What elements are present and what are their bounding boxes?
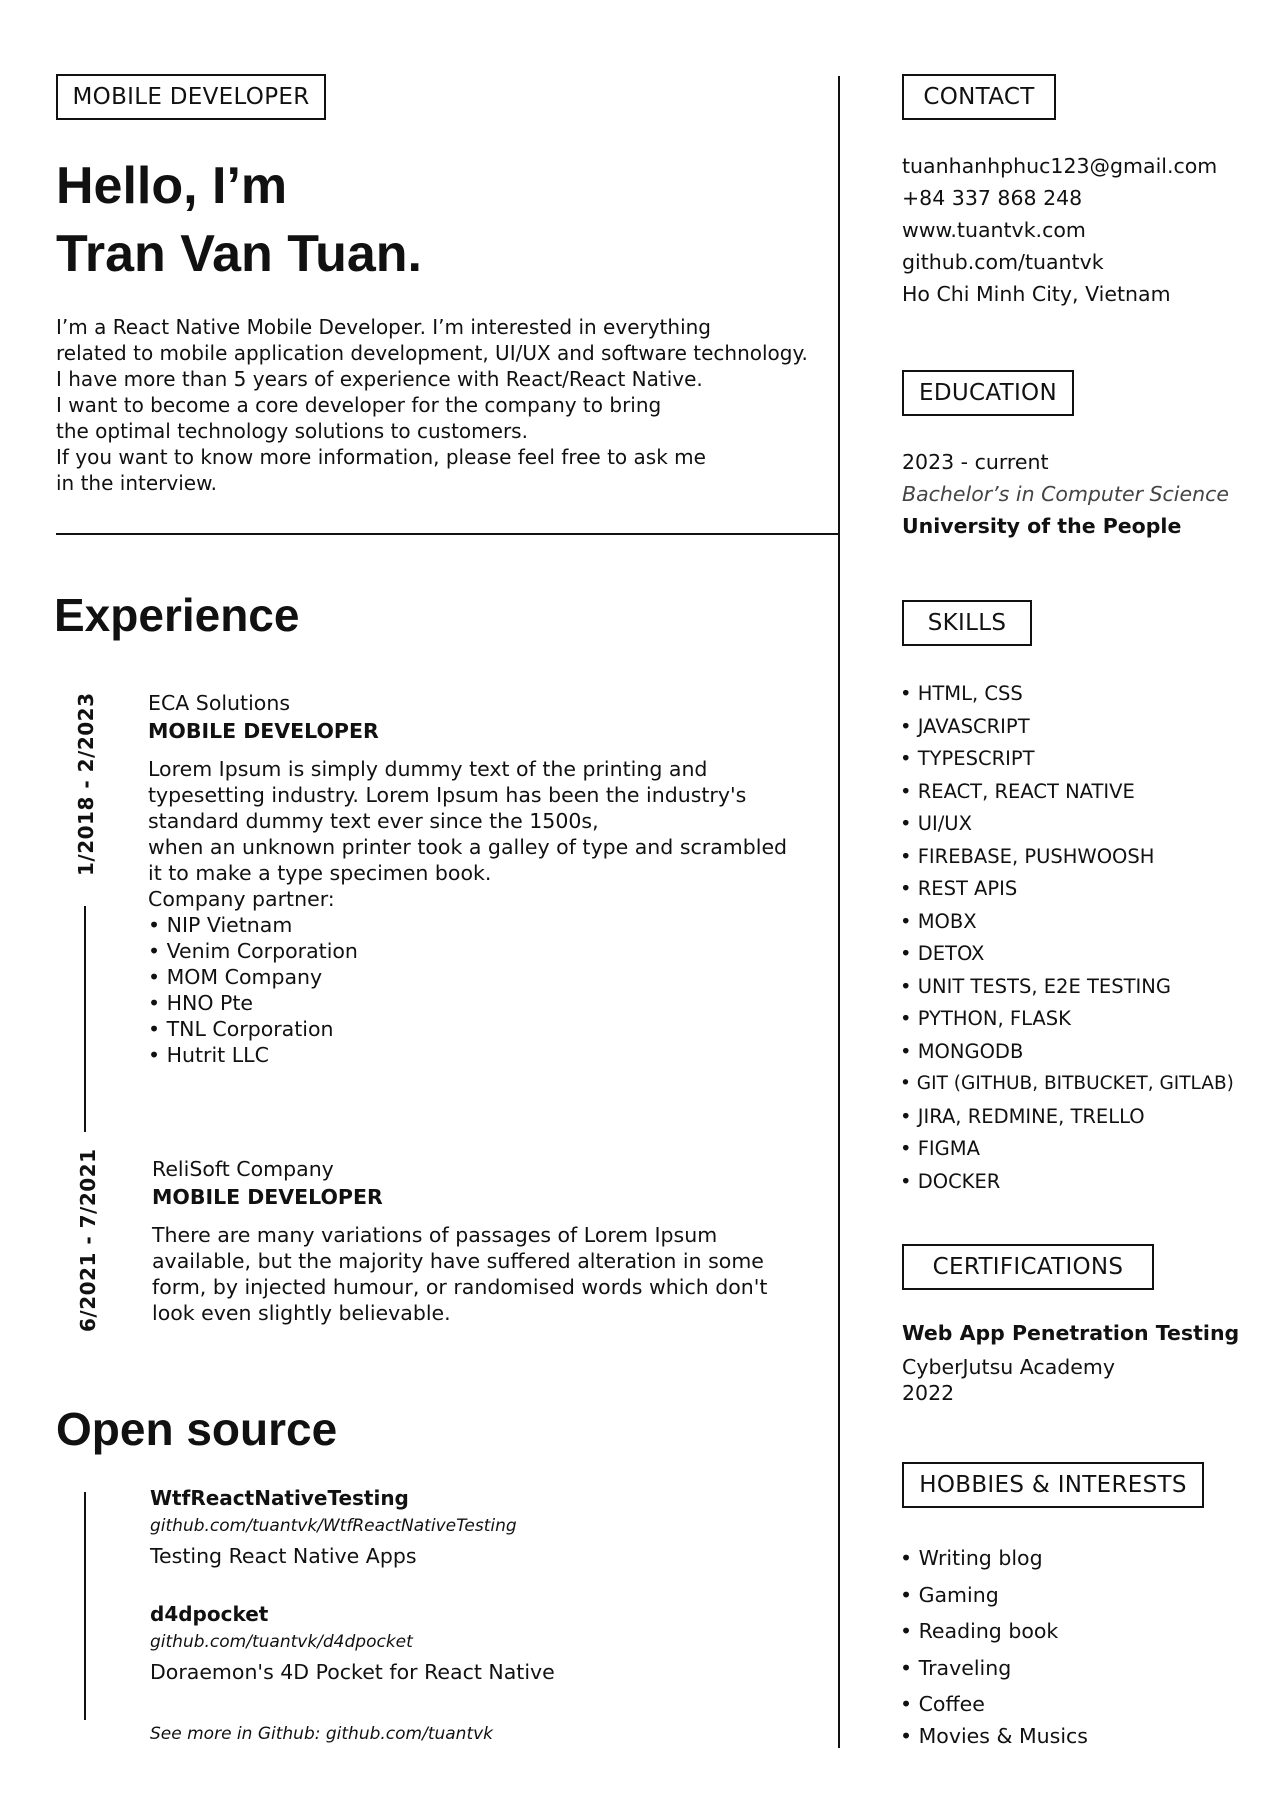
list-item: • Movies & Musics [900,1723,1088,1749]
contact-heading-label: CONTACT [923,84,1035,110]
see-more-link[interactable]: See more in Github: github.com/tuantvk [150,1724,494,1744]
hobbies-heading [902,1462,1204,1508]
intro-line: If you want to know more information, please feel free to ask me [56,445,706,469]
hobbies-heading-label: HOBBIES & INTERESTS [919,1472,1187,1498]
list-item: • REST APIS [900,873,1278,906]
list-item: • UNIT TESTS, E2E TESTING [900,971,1278,1004]
project-link[interactable]: github.com/tuantvk/d4dpocket [150,1632,413,1652]
list-item: • MOBX [900,906,1278,939]
project-description: Doraemon's 4D Pocket for React Native [150,1660,555,1684]
list-item: • JIRA, REDMINE, TRELLO [900,1101,1278,1134]
job-description-line: available, but the majority have suffered alteration in some [152,1249,764,1273]
list-item: • HNO Pte [148,990,828,1016]
contact-github[interactable]: github.com/tuantvk [902,250,1104,274]
contact-website[interactable]: www.tuantvk.com [902,218,1086,242]
contact-email[interactable]: tuanhanhphuc123@gmail.com [902,154,1218,178]
experience-heading: Experience [54,589,300,641]
column-divider [838,76,840,1748]
greeting-line-1: Hello, I’m [56,157,288,215]
contact-phone: +84 337 868 248 [902,186,1083,210]
intro-line: I’m a React Native Mobile Developer. I’m interested in everything [56,315,711,339]
page-title [56,152,422,288]
certification-issuer: CyberJutsu Academy [902,1355,1115,1379]
intro-line: in the interview. [56,471,217,495]
project-name: d4dpocket [150,1602,269,1626]
contact-list [902,150,1217,310]
intro-paragraph [56,314,836,496]
list-item: • Coffee [900,1686,1088,1723]
list-item: • DETOX [900,938,1278,971]
list-item: • Traveling [900,1650,1088,1687]
job-description-line: form, by injected humour, or randomised words which don't [152,1275,768,1299]
job-description-line: typesetting industry. Lorem Ipsum has been the industry's [148,783,747,807]
skills-heading [902,600,1032,646]
certification-year: 2022 [902,1381,955,1405]
list-item: • DOCKER [900,1166,1278,1199]
education-degree: Bachelor’s in Computer Science [902,482,1229,506]
list-item: • Reading book [900,1613,1088,1650]
list-item: • UI/UX [900,808,1278,841]
job-timeline-line [84,906,86,1132]
list-item: • HTML, CSS [900,678,1278,711]
list-item: • Venim Corporation [148,938,828,964]
job-company: ECA Solutions [148,691,290,715]
intro-divider [56,533,840,535]
list-item: • FIGMA [900,1133,1278,1166]
job-description-line: standard dummy text ever since the 1500s, [148,809,599,833]
role-badge-label: MOBILE DEVELOPER [72,84,310,110]
job-dates: 6/2021 - 7/2021 [76,1148,100,1332]
intro-line: the optimal technology solutions to customers. [56,419,528,443]
education-heading-label: EDUCATION [919,380,1057,406]
job-description [152,1222,832,1326]
job-description [148,756,828,912]
project-description: Testing React Native Apps [150,1544,417,1568]
intro-line: I want to become a core developer for the company to bring [56,393,662,417]
job-entry [152,1156,832,1326]
job-description-line: Lorem Ipsum is simply dummy text of the printing and [148,757,708,781]
partner-list [148,912,828,1068]
list-item: • TNL Corporation [148,1016,828,1042]
project-link[interactable]: github.com/tuantvk/WtfReactNativeTesting [150,1516,517,1536]
intro-line: I have more than 5 years of experience with React/React Native. [56,367,703,391]
contact-location: Ho Chi Minh City, Vietnam [902,282,1171,306]
list-item: • REACT, REACT NATIVE [900,776,1278,809]
education-school: University of the People [902,514,1182,538]
job-description-line: it to make a type specimen book. [148,861,492,885]
role-badge [56,74,326,120]
list-item: • TYPESCRIPT [900,743,1278,776]
project-name: WtfReactNativeTesting [150,1486,409,1510]
skills-list [900,678,1278,1198]
greeting-line-2: Tran Van Tuan. [56,225,423,283]
list-item: • PYTHON, FLASK [900,1003,1278,1036]
list-item: • Writing blog [900,1540,1088,1577]
list-item: • Hutrit LLC [148,1042,828,1068]
job-title: MOBILE DEVELOPER [152,1185,383,1209]
project-entry [150,1484,830,1572]
list-item: • FIREBASE, PUSHWOOSH [900,841,1278,874]
open-source-line [84,1492,86,1720]
job-description-line: There are many variations of passages of Lorem Ipsum [152,1223,718,1247]
job-description-line: when an unknown printer took a galley of type and scrambled [148,835,788,859]
skills-heading-label: SKILLS [927,610,1007,636]
job-title: MOBILE DEVELOPER [148,719,379,743]
job-dates: 1/2018 - 2/2023 [74,692,98,876]
education-heading [902,370,1074,416]
list-item: • Gaming [900,1577,1088,1614]
contact-heading [902,74,1056,120]
job-entry [148,690,828,1068]
list-item: • JAVASCRIPT [900,711,1278,744]
list-item: • MONGODB [900,1036,1278,1069]
certifications-heading-label: CERTIFICATIONS [932,1254,1124,1280]
list-item: • NIP Vietnam [148,912,828,938]
certification-entry [902,1320,1239,1406]
job-company: ReliSoft Company [152,1157,334,1181]
job-description-line: Company partner: [148,887,335,911]
list-item: • MOM Company [148,964,828,990]
job-description-line: look even slightly believable. [152,1301,451,1325]
certification-name: Web App Penetration Testing [902,1321,1240,1345]
education-entry [902,446,1229,542]
open-source-heading: Open source [56,1403,338,1455]
list-item: • GIT (GITHUB, BITBUCKET, GITLAB) [900,1068,1278,1101]
certifications-heading [902,1244,1154,1290]
education-period: 2023 - current [902,450,1049,474]
hobbies-list [900,1540,1088,1749]
intro-line: related to mobile application development, UI/UX and software technology. [56,341,808,365]
project-entry [150,1600,830,1688]
